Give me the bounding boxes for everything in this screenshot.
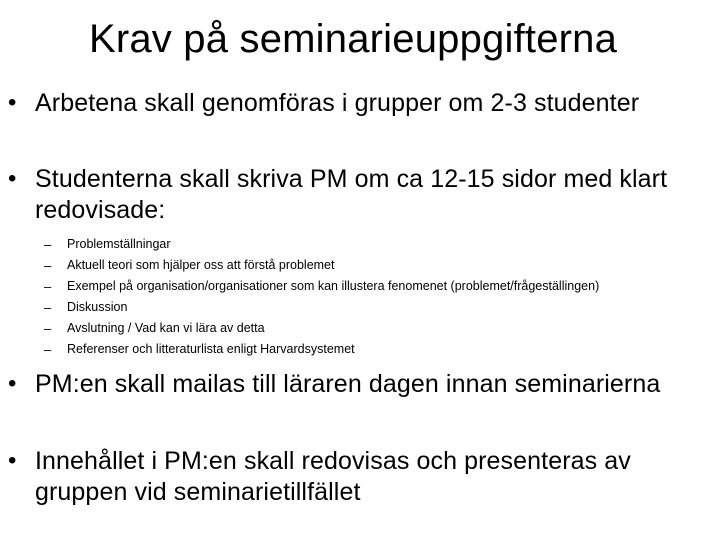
sub-list-item [0, 318, 720, 339]
bullet-text: PM:en skall mailas till läraren dagen innan seminarierna [35, 370, 661, 398]
slide-title: Krav på seminarieuppgifterna [88, 17, 618, 61]
sub-list-item [0, 339, 720, 360]
bullet-text: Innehållet i PM:en skall redovisas och presenteras av gruppen vid seminarietillfället [35, 447, 631, 506]
dash-marker: – [44, 237, 52, 252]
dash-marker: – [44, 321, 52, 336]
sub-item-text: Referenser och litteraturlista enligt Harvardsystemet [67, 342, 355, 356]
sub-list-item [0, 255, 720, 276]
dash-marker: – [44, 300, 52, 315]
sub-item-text: Exempel på organisation/organisationer som kan illustera fenomenet (problemet/frågeställingen) [67, 279, 600, 293]
bullet-marker: • [8, 165, 17, 192]
dash-marker: – [44, 342, 52, 357]
dash-marker: – [44, 279, 52, 294]
dash-marker: – [44, 258, 52, 273]
sub-list-item [0, 234, 720, 255]
bullet-text: Arbetena skall genomföras i grupper om 2-3 studenter [35, 89, 640, 117]
sub-item-text: Diskussion [67, 300, 128, 314]
sub-list-item [0, 297, 720, 318]
sub-list-item [0, 276, 720, 297]
bullet-text: Studenterna skall skriva PM om ca 12-15 sidor med klart redovisade: [35, 165, 668, 224]
bullet-marker: • [8, 447, 17, 474]
bullet-marker: • [8, 89, 17, 116]
sub-item-text: Aktuell teori som hjälper oss att förstå problemet [67, 258, 335, 272]
sub-item-text: Problemställningar [67, 237, 171, 251]
sub-item-text: Avslutning / Vad kan vi lära av detta [67, 321, 265, 335]
bullet-marker: • [8, 370, 17, 397]
